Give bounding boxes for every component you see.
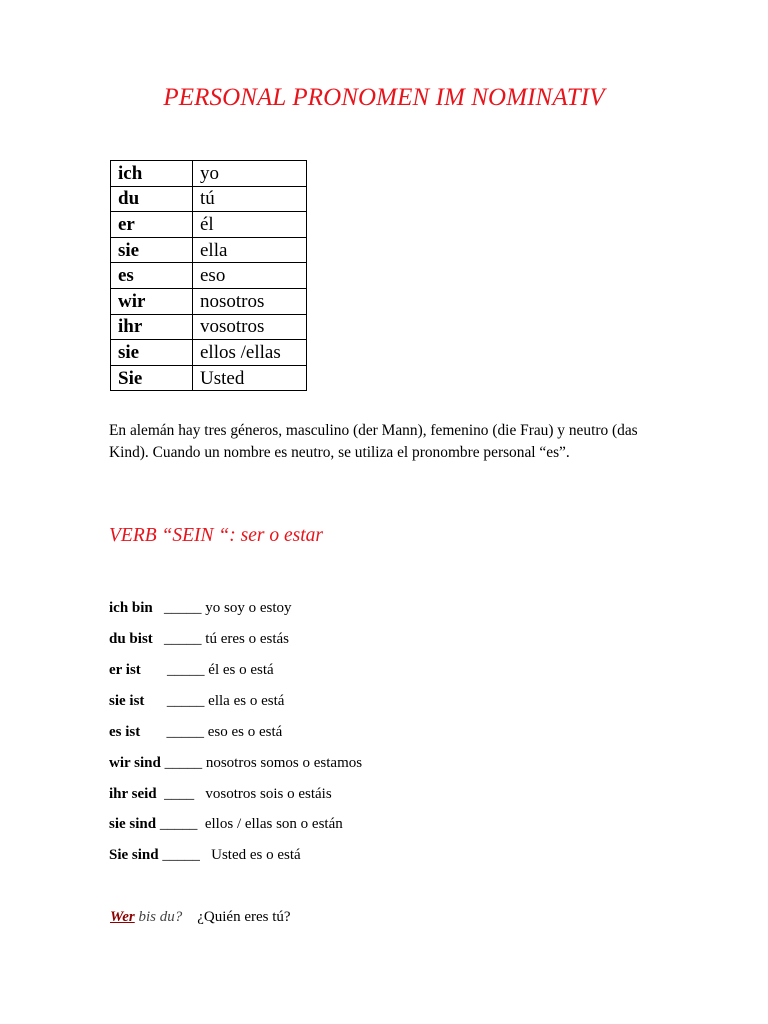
question-spanish: ¿Quién eres tú? [182,909,291,925]
question-word: Wer [110,909,135,925]
pronoun-german: sie [111,340,193,366]
conjugation-row [109,783,332,805]
pronoun-row [111,237,307,263]
conjugation-spanish: nosotros somos o estamos [205,755,363,771]
conjugation-row [109,690,284,712]
explanation-paragraph: En alemán hay tres géneros, masculino (der Mann), femenino (die Frau) y neutro (das Kind). Cuando un nombre es neutro, se utiliza el pronombre personal “es”. [109,422,638,461]
pronoun-spanish: vosotros [193,314,307,340]
pronoun-row [111,161,307,187]
blank-line: _____ [140,724,208,740]
conjugation-row [109,813,343,835]
pronoun-spanish: yo [193,161,307,187]
question-german-rest: bis du? [134,909,183,925]
pronoun-german: ich [111,161,193,187]
pronoun-german: Sie [111,365,193,391]
pronoun-row [111,263,307,289]
blank-line: _____ [144,693,209,709]
conjugation-german: du bist [109,631,153,647]
pronoun-german: wir [111,288,193,314]
blank-line: ____ [156,786,206,802]
conjugation-german: er ist [109,662,141,678]
conjugation-german: ihr seid [109,786,157,802]
conjugation-row [109,628,289,650]
pronoun-spanish: eso [193,263,307,289]
pronoun-table-body [111,161,307,391]
pronoun-german: er [111,212,193,238]
conjugation-german: ich bin [109,600,153,616]
conjugation-spanish: eso es o está [207,724,283,740]
conjugation-spanish: él es o está [208,662,274,678]
conjugation-row [109,597,292,619]
blank-line: _____ [152,600,206,616]
conjugation-german: wir sind [109,755,161,771]
pronoun-german: du [111,186,193,212]
conjugation-german: Sie sind [109,847,159,863]
pronoun-row [111,186,307,212]
pronoun-row [111,314,307,340]
conjugation-german: sie sind [109,816,157,832]
conjugation-spanish: yo soy o estoy [205,600,292,616]
pronoun-german: es [111,263,193,289]
pronoun-spanish: ella [193,237,307,263]
pronoun-table [110,160,307,391]
conjugation-spanish: tú eres o estás [205,631,290,647]
blank-line: _____ [160,755,206,771]
pronoun-row [111,288,307,314]
conjugation-german: es ist [109,724,141,740]
conjugation-row [109,844,301,866]
conjugation-spanish: Usted es o está [211,847,301,863]
conjugation-row [109,752,362,774]
pronoun-spanish: tú [193,186,307,212]
pronoun-spanish: él [193,212,307,238]
pronoun-row [111,212,307,238]
conjugation-row [109,721,282,743]
blank-line: _____ [140,662,209,678]
conjugation-spanish: ellos / ellas son o están [204,816,343,832]
blank-line: _____ [156,816,205,832]
pronoun-spanish: nosotros [193,288,307,314]
pronoun-spanish: ellos /ellas [193,340,307,366]
conjugation-spanish: ella es o está [208,693,285,709]
pronoun-row [111,340,307,366]
blank-line: _____ [152,631,206,647]
page-title: PERSONAL PRONOMEN IM NOMINATIV [163,84,605,111]
question-line [110,906,291,928]
conjugation-german: sie ist [109,693,145,709]
pronoun-spanish: Usted [193,365,307,391]
pronoun-row [111,365,307,391]
pronoun-german: ihr [111,314,193,340]
blank-line: _____ [158,847,212,863]
verb-section-title: VERB “SEIN “: ser o estar [109,525,323,546]
conjugation-spanish: vosotros sois o estáis [205,786,332,802]
conjugation-row [109,659,274,681]
pronoun-german: sie [111,237,193,263]
